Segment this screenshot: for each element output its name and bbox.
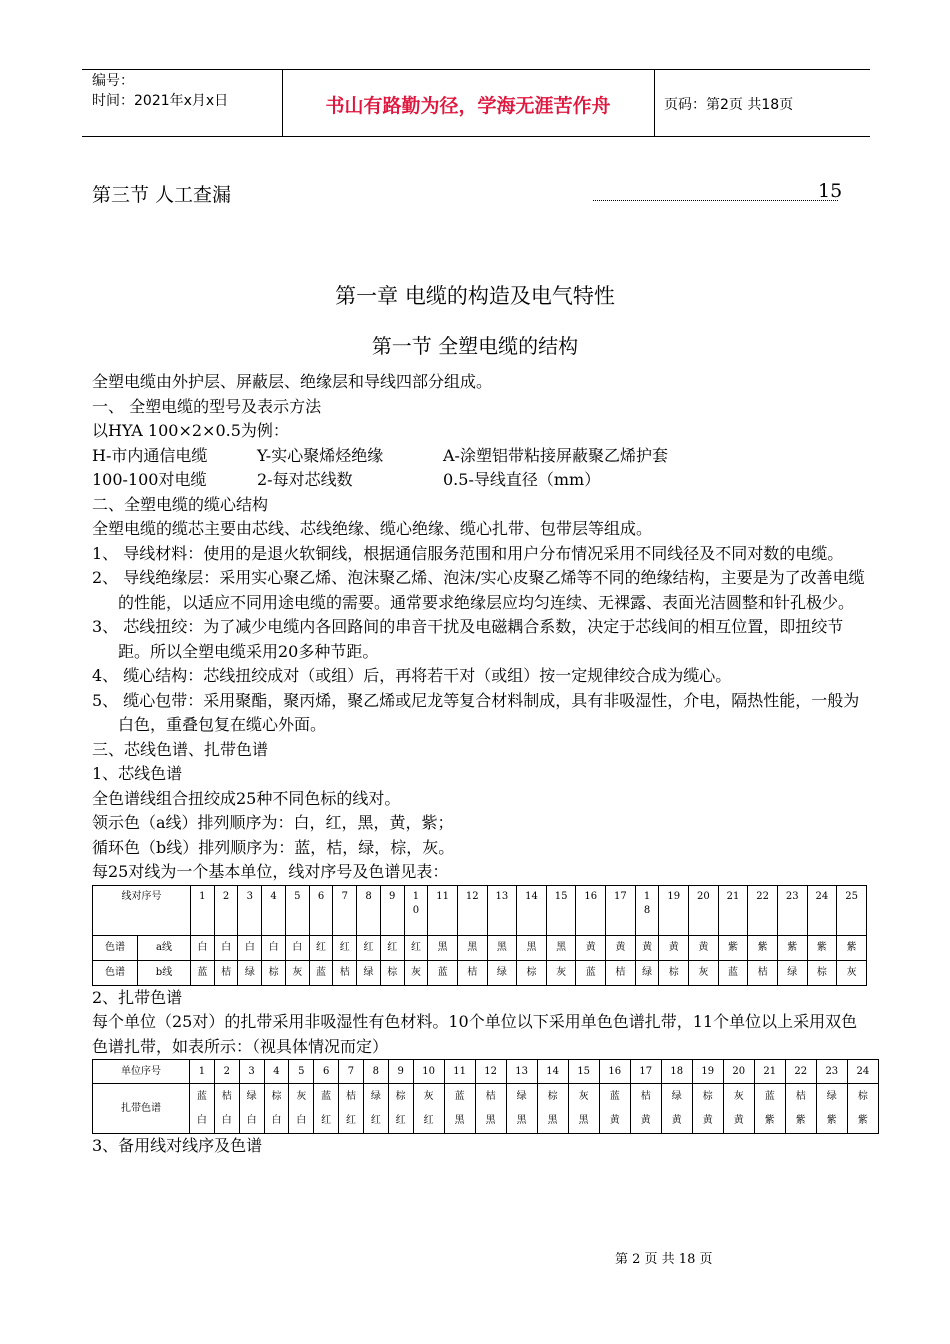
pair-number-cell: 9: [380, 885, 404, 935]
pair-number-cell: 16: [576, 885, 606, 935]
b-wire-color-cell: 绿: [487, 960, 517, 985]
pair-number-cell: 22: [748, 885, 778, 935]
list-item: 2、 导线绝缘层：采用实心聚乙烯、泡沫聚乙烯、泡沫/实心皮聚乙烯等不同的绝缘结构，主要是为了改善电缆的性能，以适应不同用途电缆的需要。通常要求绝缘层应均匀连续、无裸露、表面光洁圆整和针孔极少。: [92, 568, 865, 612]
b-wire-color-cell: 桔: [748, 960, 778, 985]
unit-number-cell: 12: [475, 1060, 506, 1084]
binder-color-primary: 灰: [578, 1090, 589, 1102]
b-wire-color-cell: 桔: [214, 960, 238, 985]
unit-number-cell: 22: [785, 1060, 816, 1084]
unit-number-cell: 4: [264, 1060, 289, 1084]
binder-color-primary: 绿: [671, 1090, 682, 1102]
b-wire-color-cell: 蓝: [428, 960, 458, 985]
header-page-info: 页码：第2页 共18页: [664, 97, 794, 113]
binder-color-cell: [264, 1084, 289, 1134]
b-wire-color-cell: 棕: [262, 960, 286, 985]
unit-number-cell: 9: [388, 1060, 413, 1084]
pair-number-cell: 17: [606, 885, 636, 935]
binder-color-cell: [723, 1084, 754, 1134]
legend-100: 100-100对电缆: [92, 470, 207, 489]
row-label: 色谱: [93, 960, 138, 985]
legend-2: 2-每对芯线数: [257, 470, 353, 489]
a-wire-color-cell: 红: [404, 935, 428, 960]
a-wire-color-cell: 黑: [546, 935, 576, 960]
b-wire-color-cell: 棕: [517, 960, 547, 985]
binder-color-secondary: 紫: [826, 1114, 837, 1126]
pair-number-cell: 1 0: [404, 885, 428, 935]
row-label: 扎带色谱: [93, 1084, 190, 1134]
b-wire-color-cell: 蓝: [718, 960, 748, 985]
a-wire-color-cell: 黄: [576, 935, 606, 960]
paragraph: 每25对线为一个基本单位，线对序号及色谱见表：: [92, 862, 449, 881]
b-wire-color-cell: 绿: [777, 960, 807, 985]
b-wire-color-cell: 棕: [807, 960, 837, 985]
binder-color-primary: 灰: [423, 1090, 434, 1102]
binder-color-secondary: 紫: [795, 1114, 806, 1126]
binder-color-primary: 棕: [547, 1090, 558, 1102]
toc-entry-title: 第三节 人工查漏: [92, 184, 232, 206]
b-wire-color-cell: 蓝: [191, 960, 215, 985]
pair-number-cell: 13: [487, 885, 517, 935]
binder-color-secondary: 白: [271, 1114, 282, 1126]
binder-color-secondary: 黄: [671, 1114, 682, 1126]
binder-color-cell: [314, 1084, 339, 1134]
legend-h: H-市内通信电缆: [92, 445, 208, 465]
unit-number-cell: 14: [537, 1060, 568, 1084]
binder-color-primary: 棕: [857, 1090, 868, 1102]
pair-number-cell: 14: [517, 885, 547, 935]
binder-color-primary: 绿: [826, 1090, 837, 1102]
binder-color-secondary: 白: [246, 1114, 257, 1126]
b-wire-color-cell: 绿: [238, 960, 262, 985]
unit-number-cell: 19: [692, 1060, 723, 1084]
a-wire-color-cell: 紫: [807, 935, 837, 960]
list-item: 5、 缆心包带：采用聚酯，聚丙烯，聚乙烯或尼龙等复合材料制成，具有非吸湿性，介电，隔热性能，一般为白色，重叠包复在缆心外面。: [92, 690, 860, 734]
binder-color-primary: 蓝: [321, 1090, 332, 1102]
binder-color-secondary: 紫: [764, 1114, 775, 1126]
a-wire-color-cell: 黄: [606, 935, 636, 960]
body-content: [92, 370, 870, 1159]
binder-color-primary: 绿: [516, 1090, 527, 1102]
row-label: a线: [138, 935, 191, 960]
pair-number-cell: 1: [191, 885, 215, 935]
paragraph: 全塑电缆的缆芯主要由芯线、芯线绝缘、缆心绝缘、缆心扎带、包带层等组成。: [92, 519, 653, 538]
binder-color-cell: [506, 1084, 537, 1134]
b-wire-color-cell: 桔: [606, 960, 636, 985]
binder-color-cell: [785, 1084, 816, 1134]
a-wire-color-cell: 红: [380, 935, 404, 960]
b-wire-color-cell: 绿: [635, 960, 659, 985]
pair-number-cell: 12: [457, 885, 487, 935]
a-wire-color-cell: 黄: [659, 935, 689, 960]
pair-number-cell: 20: [689, 885, 719, 935]
binder-color-primary: 蓝: [609, 1090, 620, 1102]
header-divider-right: [654, 69, 655, 136]
binder-color-secondary: 白: [296, 1114, 307, 1126]
a-wire-color-cell: 白: [191, 935, 215, 960]
unit-number-cell: 15: [568, 1060, 599, 1084]
binder-color-cell: [363, 1084, 388, 1134]
a-wire-color-cell: 黄: [635, 935, 659, 960]
b-wire-color-cell: 灰: [689, 960, 719, 985]
page-footer: 第 2 页 共 18 页: [615, 1252, 713, 1267]
list-item: 1、 导线材料：使用的是退火软铜线，根据通信服务范围和用户分布情况采用不同线径及不同对数的电缆。: [92, 543, 844, 563]
binder-color-secondary: 红: [345, 1114, 356, 1126]
pair-number-cell: 5: [285, 885, 309, 935]
unit-number-cell: 21: [754, 1060, 785, 1084]
binder-color-cell: [444, 1084, 475, 1134]
pair-number-cell: 24: [807, 885, 837, 935]
model-legend-row2: [92, 468, 867, 493]
binder-color-cell: [475, 1084, 506, 1134]
binder-color-secondary: 黄: [733, 1114, 744, 1126]
binder-color-cell: [630, 1084, 661, 1134]
paragraph: 领示色（a线）排列顺序为：白，红，黑，黄，紫；: [92, 813, 454, 832]
a-wire-color-cell: 紫: [837, 935, 867, 960]
pair-number-cell: 1 8: [635, 885, 659, 935]
a-wire-color-cell: 黄: [689, 935, 719, 960]
model-legend-row1: [92, 444, 867, 469]
list-item: 4、 缆心结构：芯线扭绞成对（或组）后，再将若干对（或组）按一定规律绞合成为缆心。: [92, 666, 732, 685]
b-wire-color-cell: 绿: [357, 960, 381, 985]
binder-color-primary: 蓝: [196, 1090, 207, 1102]
binder-color-secondary: 红: [321, 1114, 332, 1126]
binder-color-primary: 棕: [702, 1090, 713, 1102]
unit-number-cell: 8: [363, 1060, 388, 1084]
header-date: 时间：2021年x月x日: [92, 93, 229, 109]
a-wire-color-cell: 红: [309, 935, 333, 960]
pair-number-cell: 4: [262, 885, 286, 935]
binder-color-primary: 桔: [345, 1090, 356, 1102]
binder-color-secondary: 红: [370, 1114, 381, 1126]
binder-color-cell: [599, 1084, 630, 1134]
unit-number-cell: 3: [239, 1060, 264, 1084]
unit-number-cell: 1: [190, 1060, 215, 1084]
unit-number-cell: 7: [339, 1060, 364, 1084]
binder-color-cell: [537, 1084, 568, 1134]
paragraph: 循环色（b线）排列顺序为：蓝，桔，绿，棕，灰。: [92, 837, 455, 857]
paragraph: 全色谱线组合扭绞成25种不同色标的线对。: [92, 788, 401, 808]
binder-color-secondary: 黄: [609, 1114, 620, 1126]
pair-number-cell: 8: [357, 885, 381, 935]
toc-leader-dots: [593, 200, 838, 201]
a-wire-color-cell: 黑: [457, 935, 487, 960]
binder-color-cell: [661, 1084, 692, 1134]
paragraph: 全塑电缆由外护层、屏蔽层、绝缘层和导线四部分组成。: [92, 372, 493, 391]
binder-color-cell: [239, 1084, 264, 1134]
subheading: 1、芯线色谱: [92, 764, 183, 783]
a-wire-color-cell: 黑: [428, 935, 458, 960]
binder-color-secondary: 黄: [702, 1114, 713, 1126]
b-wire-color-cell: 桔: [457, 960, 487, 985]
legend-05: 0.5-导线直径（mm）: [443, 470, 601, 489]
list-item: 3、 芯线扭绞：为了减少电缆内各回路间的串音干扰及电磁耦合系数，决定于芯线间的相互位置，即扭绞节距。所以全塑电缆采用20多种节距。: [92, 617, 844, 661]
row-label: b线: [138, 960, 191, 985]
b-wire-color-cell: 蓝: [309, 960, 333, 985]
header-bottom-rule: [82, 136, 870, 137]
binder-color-primary: 蓝: [764, 1090, 775, 1102]
unit-number-cell: 17: [630, 1060, 661, 1084]
binder-color-secondary: 紫: [857, 1114, 868, 1126]
binder-color-cell: [413, 1084, 444, 1134]
section-title: 第一节 全塑电缆的结构: [371, 334, 579, 358]
binder-color-secondary: 黄: [640, 1114, 651, 1126]
heading-3: 三、芯线色谱、扎带色谱: [92, 739, 269, 759]
binder-color-cell: [847, 1084, 878, 1134]
binder-color-cell: [388, 1084, 413, 1134]
binder-color-primary: 蓝: [454, 1090, 465, 1102]
binder-color-secondary: 黑: [516, 1114, 527, 1126]
binder-color-secondary: 黑: [454, 1114, 465, 1126]
a-wire-color-cell: 白: [238, 935, 262, 960]
a-wire-color-cell: 黑: [517, 935, 547, 960]
binder-color-primary: 绿: [370, 1090, 381, 1102]
unit-number-cell: 13: [506, 1060, 537, 1084]
pair-number-cell: 15: [546, 885, 576, 935]
binder-color-cell: [568, 1084, 599, 1134]
binder-color-primary: 绿: [246, 1090, 257, 1102]
binder-color-secondary: 白: [221, 1114, 232, 1126]
pair-number-cell: 23: [777, 885, 807, 935]
subheading: 2、扎带色谱: [92, 987, 183, 1007]
binder-color-primary: 灰: [733, 1090, 744, 1102]
a-wire-color-cell: 黑: [487, 935, 517, 960]
binder-color-primary: 桔: [640, 1090, 651, 1102]
binder-color-secondary: 红: [423, 1114, 434, 1126]
b-wire-color-cell: 棕: [380, 960, 404, 985]
unit-number-cell: 11: [444, 1060, 475, 1084]
binder-color-secondary: 白: [196, 1114, 207, 1126]
pair-number-cell: 6: [309, 885, 333, 935]
binder-color-secondary: 黑: [547, 1114, 558, 1126]
unit-number-cell: 10: [413, 1060, 444, 1084]
binder-color-cell: [339, 1084, 364, 1134]
a-wire-color-cell: 红: [357, 935, 381, 960]
binder-color-cell: [289, 1084, 314, 1134]
toc-entry-page: 15: [818, 180, 843, 202]
pair-number-cell: 25: [837, 885, 867, 935]
a-wire-color-cell: 红: [333, 935, 357, 960]
heading-2: 二、全塑电缆的缆心结构: [92, 494, 269, 514]
pair-number-cell: 3: [238, 885, 262, 935]
a-wire-color-cell: 紫: [777, 935, 807, 960]
pair-number-cell: 19: [659, 885, 689, 935]
binder-color-cell: [816, 1084, 847, 1134]
binder-color-secondary: 黑: [485, 1114, 496, 1126]
b-wire-color-cell: 桔: [333, 960, 357, 985]
binder-color-cell: [214, 1084, 239, 1134]
pair-number-cell: 2: [214, 885, 238, 935]
subheading: 3、备用线对线序及色谱: [92, 1136, 263, 1155]
chapter-title: 第一章 电缆的构造及电气特性: [335, 284, 615, 308]
binder-color-primary: 桔: [221, 1090, 232, 1102]
pair-number-cell: 11: [428, 885, 458, 935]
binder-color-primary: 桔: [485, 1090, 496, 1102]
a-wire-color-cell: 紫: [748, 935, 778, 960]
b-wire-color-cell: 蓝: [576, 960, 606, 985]
b-wire-color-cell: 灰: [837, 960, 867, 985]
unit-number-cell: 24: [847, 1060, 878, 1084]
wire-color-table: [92, 885, 867, 986]
b-wire-color-cell: 灰: [546, 960, 576, 985]
unit-number-cell: 18: [661, 1060, 692, 1084]
unit-number-cell: 5: [289, 1060, 314, 1084]
binder-color-primary: 棕: [395, 1090, 406, 1102]
pair-number-cell: 21: [718, 885, 748, 935]
b-wire-color-cell: 棕: [659, 960, 689, 985]
binder-color-cell: [190, 1084, 215, 1134]
binder-color-secondary: 黑: [578, 1114, 589, 1126]
table-header-cell: 单位序号: [93, 1060, 190, 1084]
unit-number-cell: 16: [599, 1060, 630, 1084]
b-wire-color-cell: 灰: [285, 960, 309, 985]
unit-number-cell: 23: [816, 1060, 847, 1084]
a-wire-color-cell: 白: [285, 935, 309, 960]
b-wire-color-cell: 灰: [404, 960, 428, 985]
binder-color-table: [92, 1059, 879, 1134]
binder-color-primary: 棕: [271, 1090, 282, 1102]
heading-1: 一、 全塑电缆的型号及表示方法: [92, 396, 322, 416]
binder-color-primary: 桔: [795, 1090, 806, 1102]
binder-color-secondary: 红: [395, 1114, 406, 1126]
paragraph: 每个单位（25对）的扎带采用非吸湿性有色材料。10个单位以下采用单色色谱扎带，11个单位以上采用双色色谱扎带，如表所示：（视具体情况而定）: [92, 1012, 858, 1056]
row-label: 色谱: [93, 935, 138, 960]
binder-color-primary: 灰: [296, 1090, 307, 1102]
a-wire-color-cell: 紫: [718, 935, 748, 960]
binder-color-cell: [692, 1084, 723, 1134]
binder-color-cell: [754, 1084, 785, 1134]
header-motto: 书山有路勤为径，学海无涯苦作舟: [325, 95, 611, 117]
a-wire-color-cell: 白: [262, 935, 286, 960]
table-header-cell: 线对序号: [93, 885, 191, 935]
pair-number-cell: 7: [333, 885, 357, 935]
paragraph: 以HYA 100×2×0.5为例：: [92, 421, 289, 440]
legend-y: Y-实心聚烯烃绝缘: [257, 445, 384, 465]
unit-number-cell: 6: [314, 1060, 339, 1084]
unit-number-cell: 20: [723, 1060, 754, 1084]
unit-number-cell: 2: [214, 1060, 239, 1084]
header-top-rule: [82, 69, 870, 70]
a-wire-color-cell: 白: [214, 935, 238, 960]
header-number: 编号：: [92, 73, 134, 89]
legend-a: A-涂塑铝带粘接屏蔽聚乙烯护套: [443, 445, 668, 465]
